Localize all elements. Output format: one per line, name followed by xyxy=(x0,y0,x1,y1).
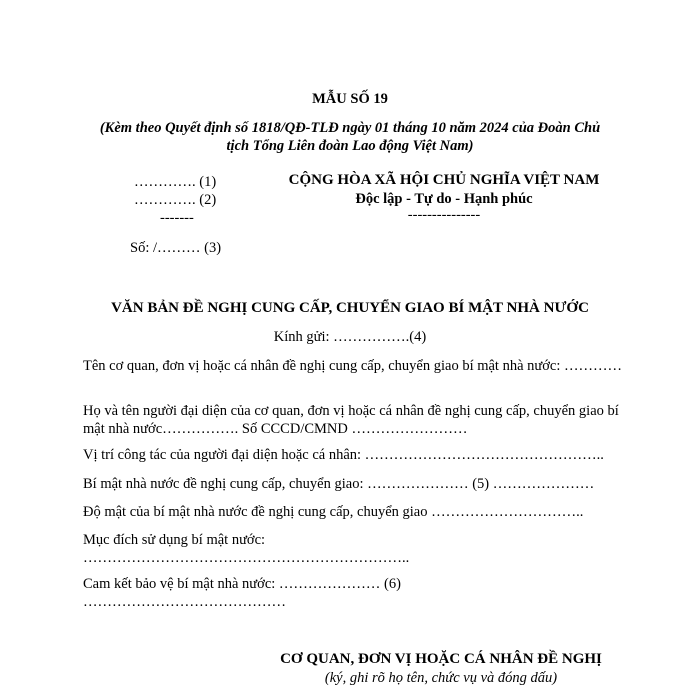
national-motto: Độc lập - Tự do - Hạnh phúc xyxy=(355,191,533,207)
field-position: Vị trí công tác của người đại diện hoặc cá nhân: ………………………………………….. xyxy=(83,447,604,463)
signature-note: (ký, ghi rõ họ tên, chức vụ và đóng dấu) xyxy=(324,670,558,686)
field-state-secret: Bí mật nhà nước đề nghị cung cấp, chuyển giao: ………………… (5) ………………… xyxy=(83,476,595,492)
document-title: VĂN BẢN ĐỀ NGHỊ CUNG CẤP, CHUYỂN GIAO BÍ MẬT NHÀ NƯỚC xyxy=(111,300,589,316)
issuer-line-1: …………. (1) xyxy=(134,174,217,190)
national-header xyxy=(284,171,604,222)
field-organization: Tên cơ quan, đơn vị hoặc cá nhân đề nghị cung cấp, chuyển giao bí mật nhà nước: ………… xyxy=(83,358,623,374)
motto-divider: --------------- xyxy=(407,207,481,223)
commitment-dots: …………………………………… xyxy=(83,594,286,610)
issuer-divider: ------- xyxy=(160,210,194,226)
field-representative: Họ và tên người đại diện của cơ quan, đơn vị hoặc cá nhân đề nghị cung cấp, chuyển giao bí mật nhà nước……………. Số CCCD/CMND …………………… xyxy=(83,403,619,437)
nation-name: CỘNG HÒA XÃ HỘI CHỦ NGHĨA VIỆT NAM xyxy=(288,172,600,188)
field-commitment xyxy=(83,575,623,611)
field-purpose xyxy=(83,531,623,567)
purpose-dots: ………………………………………………………….. xyxy=(83,550,410,566)
commitment-label: Cam kết bảo vệ bí mật nhà nước: ………………… (6) xyxy=(83,576,401,592)
field-secrecy-level: Độ mật của bí mật nhà nước đề nghị cung cấp, chuyển giao ………………………….. xyxy=(83,504,584,520)
signature-title: CƠ QUAN, ĐƠN VỊ HOẶC CÁ NHÂN ĐỀ NGHỊ xyxy=(280,651,602,667)
document-number: Số: /……… (3) xyxy=(130,240,222,256)
form-number: MẪU SỐ 19 xyxy=(312,91,388,107)
recipient-line: Kính gửi: …………….(4) xyxy=(273,329,427,345)
decision-reference-line-2: tịch Tổng Liên đoàn Lao động Việt Nam) xyxy=(226,138,474,154)
issuer-block xyxy=(120,173,230,227)
purpose-label: Mục đích sử dụng bí mật nước: xyxy=(83,532,266,548)
decision-reference-line-1: (Kèm theo Quyết định số 1818/QĐ-TLĐ ngày 01 tháng 10 năm 2024 của Đoàn Chủ xyxy=(99,120,601,136)
issuer-line-2: …………. (2) xyxy=(134,192,217,208)
